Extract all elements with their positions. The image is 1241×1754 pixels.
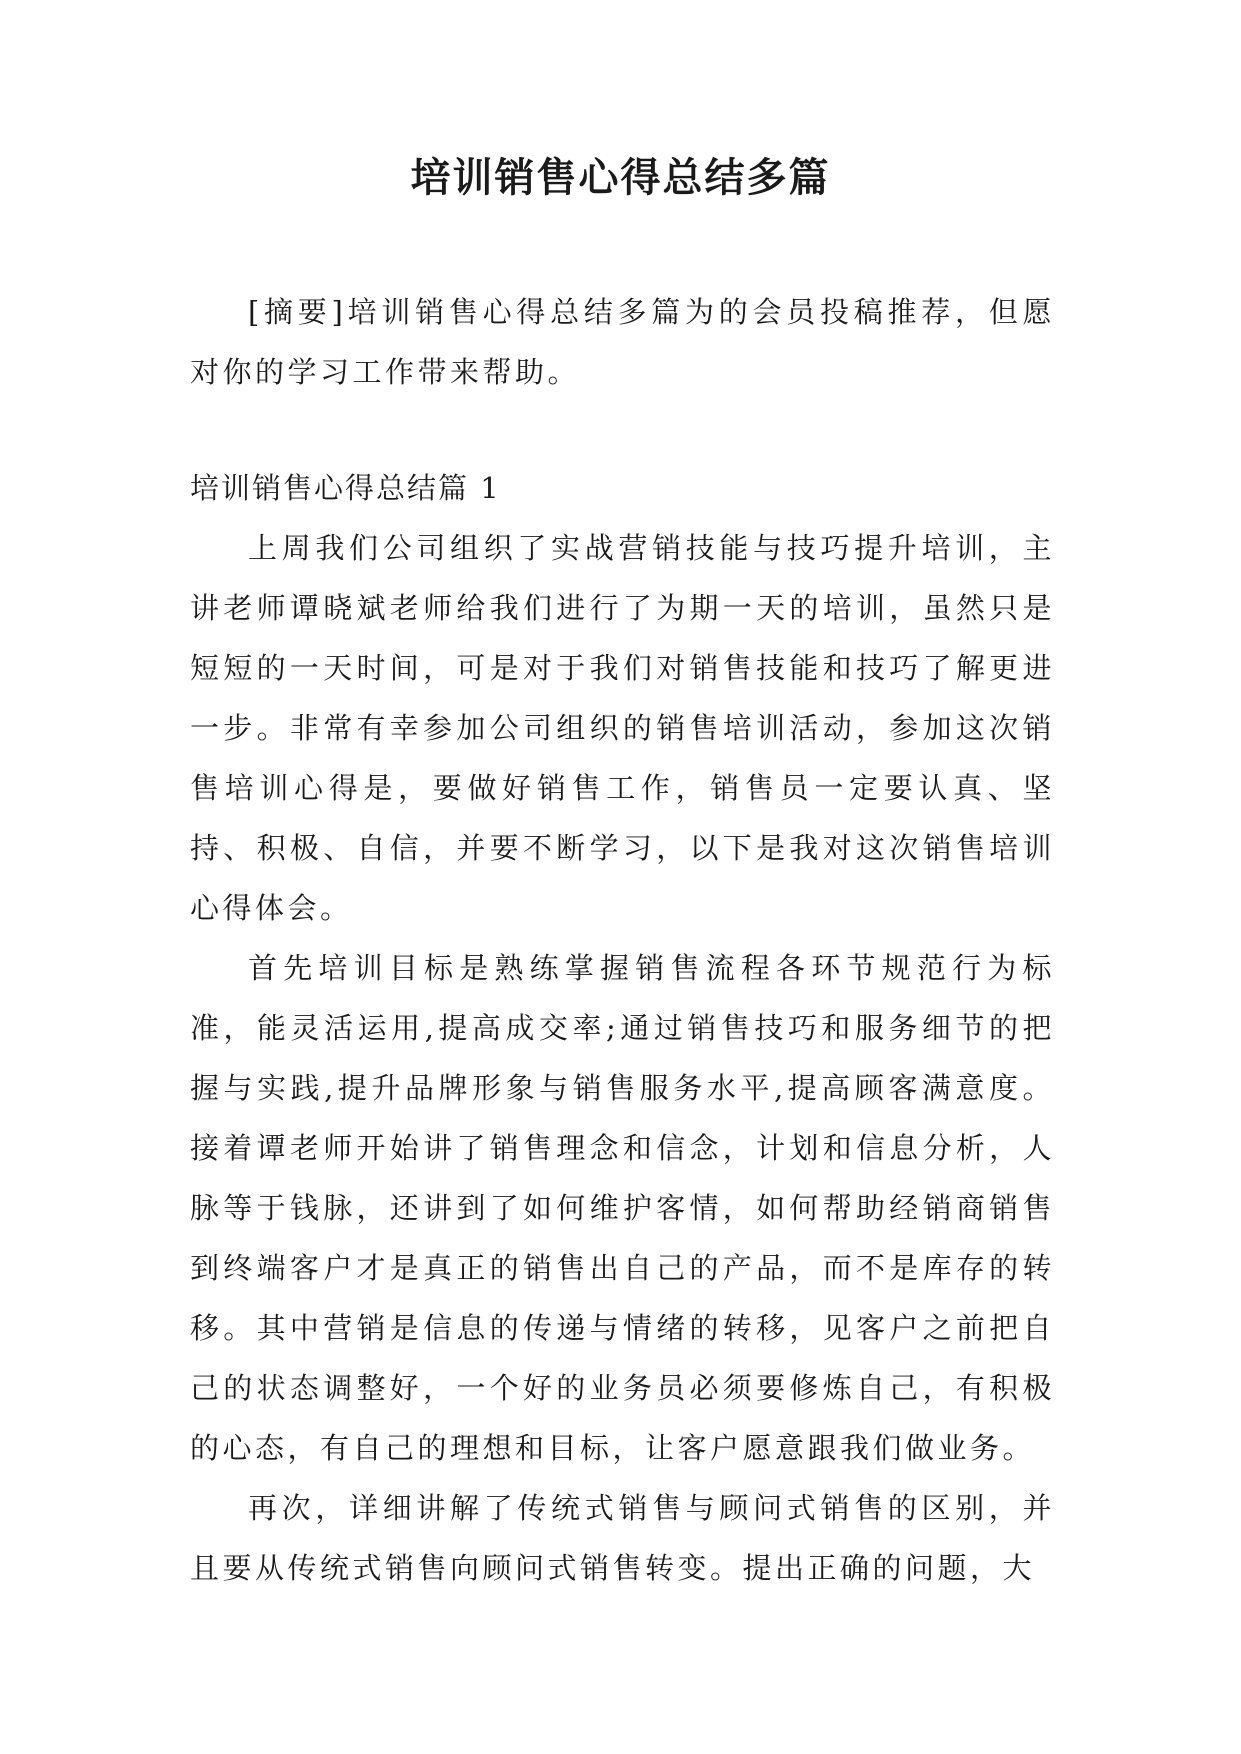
section-heading: 培训销售心得总结篇 1 <box>190 471 501 505</box>
body-paragraph-3: 再次，详细讲解了传统式销售与顾问式销售的区别，并且要从传统式销售向顾问式销售转变。提出正确的问题，大 <box>190 1491 1055 1585</box>
document-body <box>190 282 1055 1598</box>
document-title: 培训销售心得总结多篇 <box>410 154 831 201</box>
abstract-paragraph: [摘要]培训销售心得总结多篇为的会员投稿推荐，但愿对你的学习工作带来帮助。 <box>190 295 1055 389</box>
body-paragraph-2: 首先培训目标是熟练掌握销售流程各环节规范行为标准，能灵活运用,提高成交率;通过销售技巧和服务细节的把握与实践,提升品牌形象与销售服务水平,提高顾客满意度。接着谭老师开始讲了销售理念和信念，计划和信息分析，人脉等于钱脉，还讲到了如何维护客情，如何帮助经销商销售到终端客户才是真正的销售出自己的产品，而不是库存的转移。其中营销是信息的传递与情绪的转移，见客户之前把自己的状态调整好，一个好的业务员必须要修炼自己，有积极的心态，有自己的理想和目标，让客户愿意跟我们做业务。 <box>190 951 1055 1465</box>
body-paragraph-1: 上周我们公司组织了实战营销技能与技巧提升培训，主讲老师谭晓斌老师给我们进行了为期一天的培训，虽然只是短短的一天时间，可是对于我们对销售技能和技巧了解更进一步。非常有幸参加公司组织的销售培训活动，参加这次销售培训心得是，要做好销售工作，销售员一定要认真、坚持、积极、自信，并要不断学习，以下是我对这次销售培训心得体会。 <box>190 531 1055 925</box>
